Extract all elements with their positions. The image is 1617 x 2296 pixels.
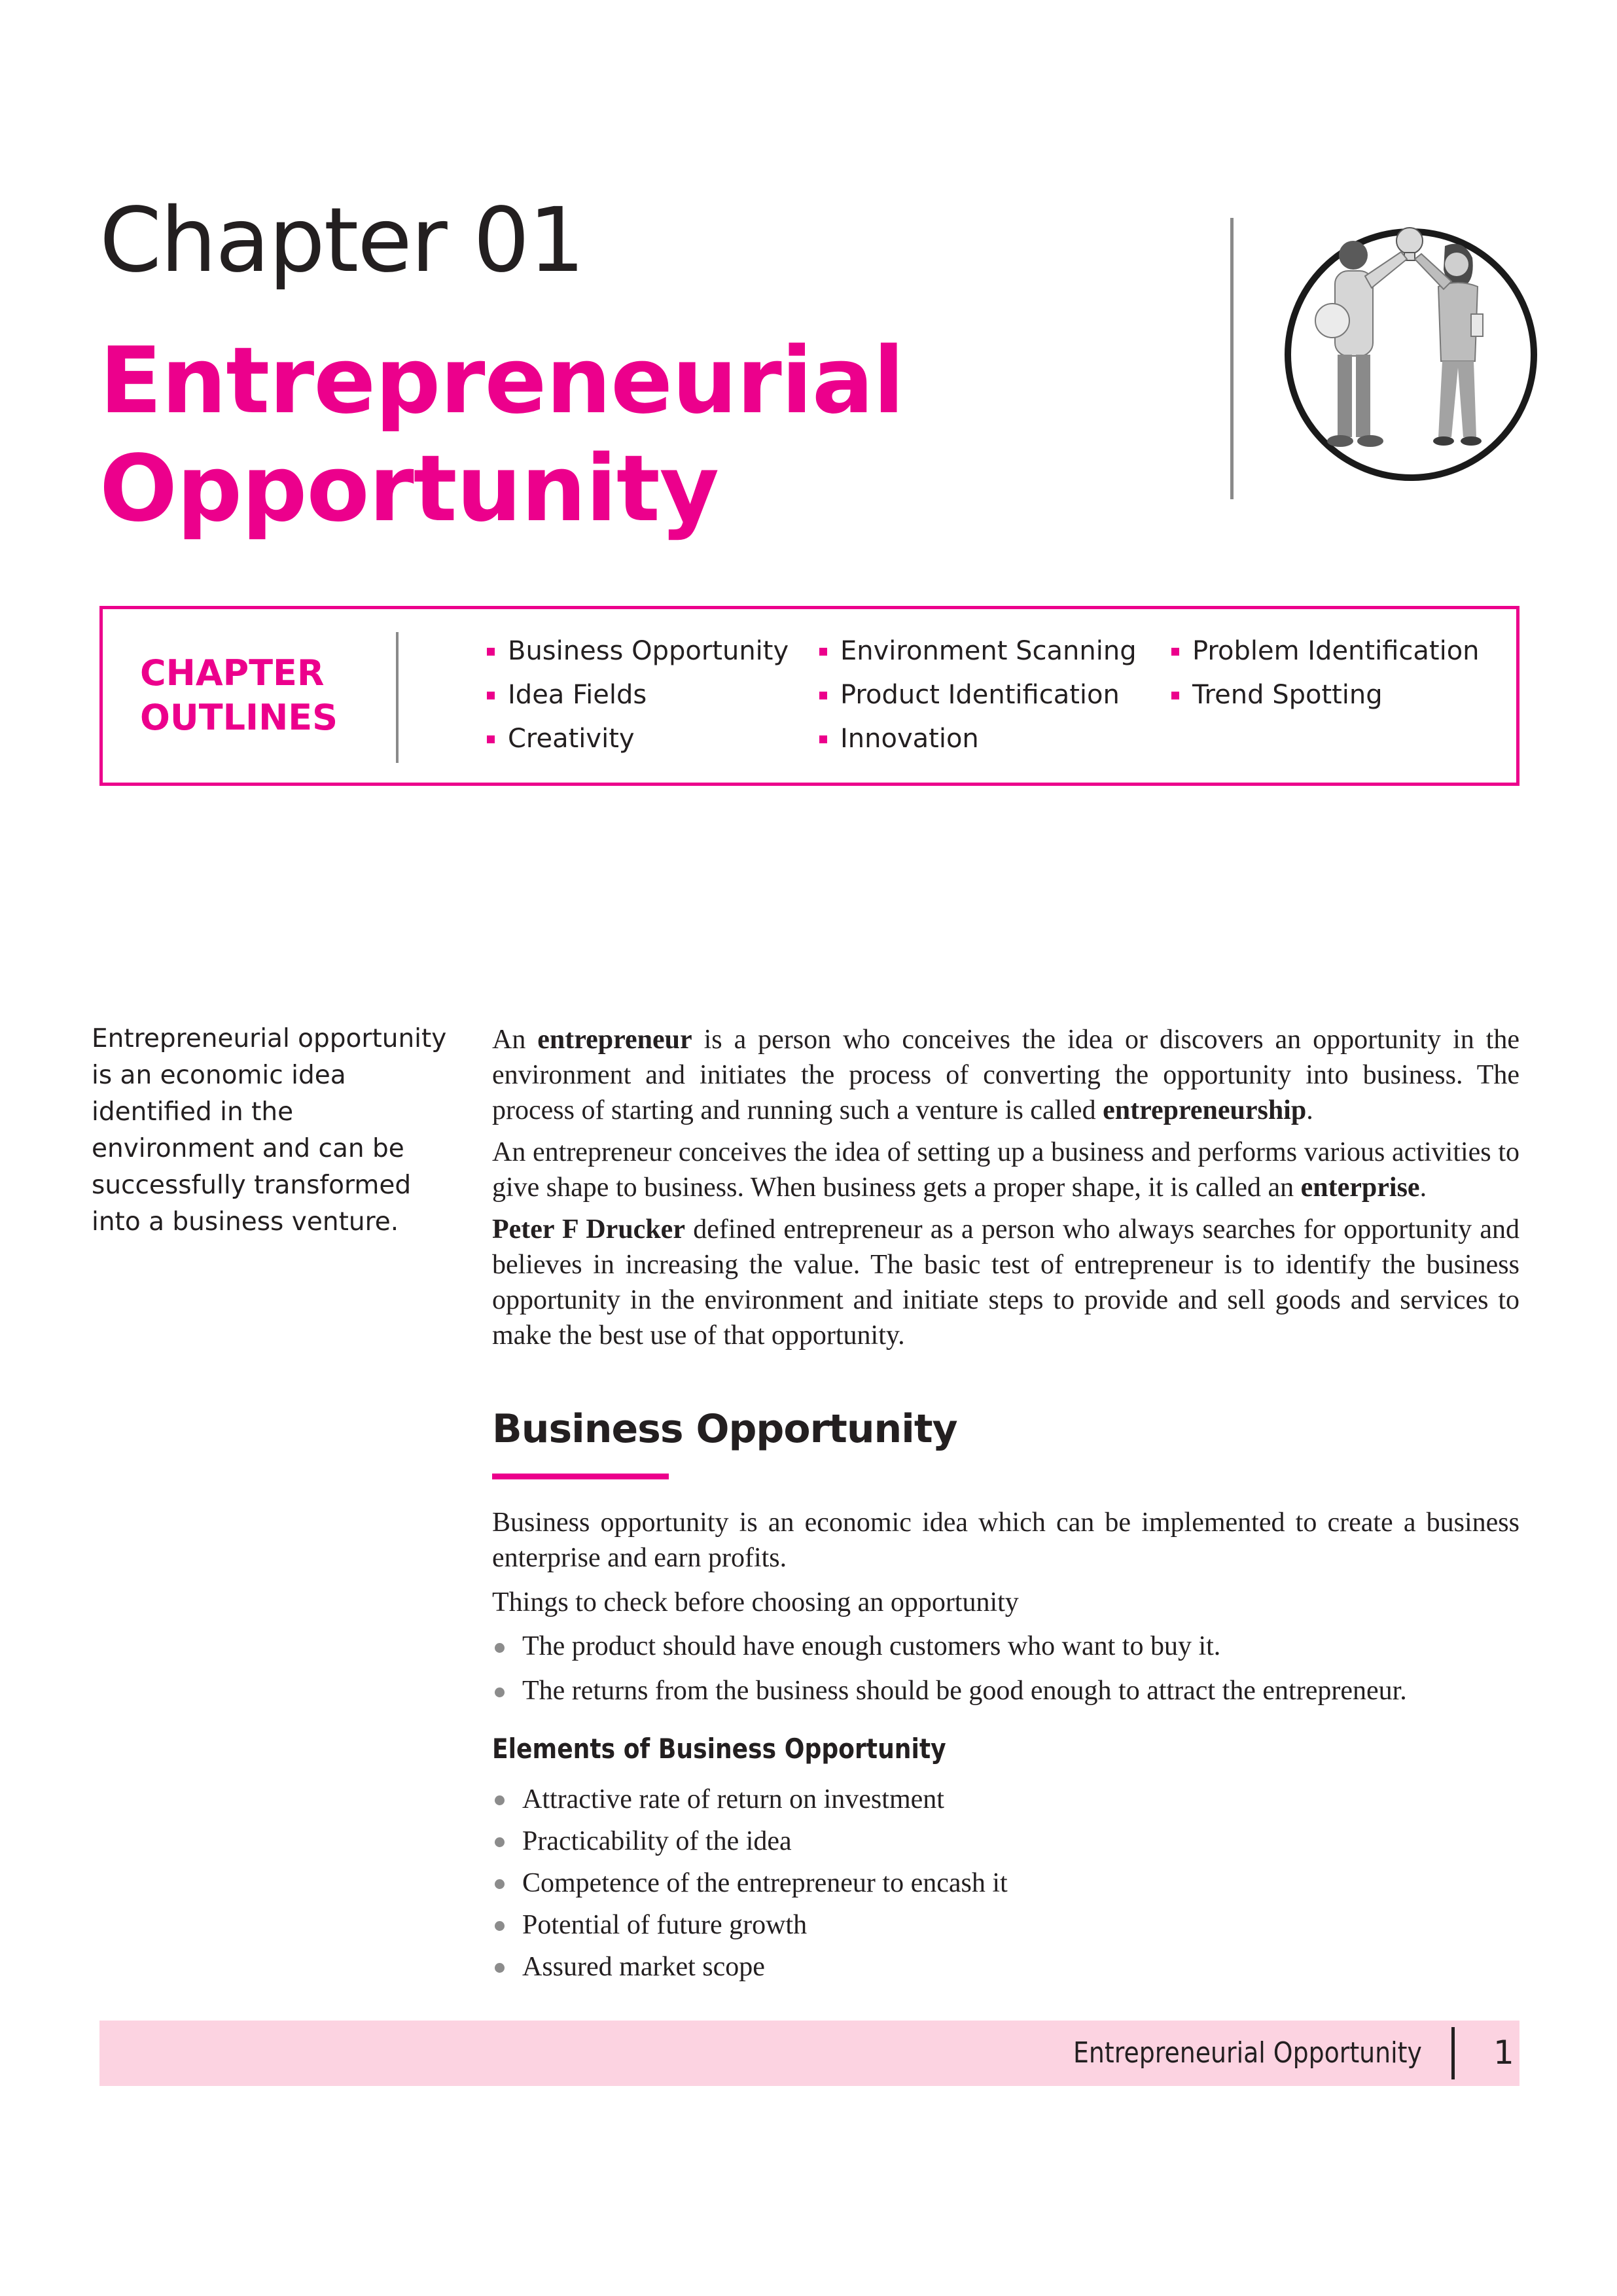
outline-item: Idea Fields	[487, 673, 789, 717]
outline-column-2	[819, 629, 1137, 761]
outline-item: Innovation	[819, 717, 1137, 761]
outline-divider	[396, 632, 399, 763]
circle-bullet-icon	[495, 1837, 505, 1847]
list-item: The product should have enough customers who want to buy it.	[492, 1624, 1519, 1669]
section-underline	[492, 1474, 669, 1479]
intro-paragraph-3: Peter F Drucker defined entrepreneur as a person who always searches for opportunity and believes in increasing the value. The basic test of entrepreneur is to identify the business opportunity in the environment and initiate steps to provide and sell goods and services to make the best use of that opportunity.	[492, 1214, 1519, 1351]
square-bullet-icon	[1171, 692, 1179, 699]
circle-bullet-icon	[495, 1921, 505, 1931]
outline-column-1	[487, 629, 789, 761]
square-bullet-icon	[487, 735, 495, 743]
chapter-title-line1: Entrepreneurial	[99, 328, 904, 434]
outline-heading-line2: OUTLINES	[140, 697, 338, 738]
intro-paragraph-1: An entrepreneur is a person who conceives the idea or discovers an opportunity in the environment and initiates the process of converting the opportunity into business. The process of starting and running such a venture is called entrepreneurship.	[492, 1025, 1519, 1125]
chapter-title	[99, 327, 904, 543]
outline-column-3	[1171, 629, 1480, 717]
elements-heading: Elements of Business Opportunity	[492, 1733, 946, 1765]
chapter-outline-heading	[140, 651, 338, 740]
business-opportunity-body	[492, 1505, 1519, 1713]
circle-bullet-icon	[495, 1879, 505, 1889]
square-bullet-icon	[487, 692, 495, 699]
elements-list	[492, 1778, 1519, 1988]
outline-item: Environment Scanning	[819, 629, 1137, 673]
checklist-intro: Things to check before choosing an opportunity	[492, 1587, 1019, 1617]
business-opportunity-definition: Business opportunity is an economic idea which can be implemented to create a business enterprise and earn profits.	[492, 1508, 1519, 1573]
chapter-label: Chapter 01	[99, 189, 584, 292]
side-note: Entrepreneurial opportunity is an economic idea identified in the environment and can be successfully transformed into a business venture.	[92, 1024, 447, 1237]
square-bullet-icon	[487, 648, 495, 656]
intro-section	[492, 1022, 1519, 1353]
term-entrepreneur: entrepreneur	[537, 1025, 692, 1055]
square-bullet-icon	[819, 692, 827, 699]
checklist	[492, 1624, 1519, 1713]
intro-paragraph-2: An entrepreneur conceives the idea of setting up a business and performs various activities to give shape to business. When business gets a proper shape, it is called an enterprise.	[492, 1137, 1519, 1203]
outline-item: Business Opportunity	[487, 629, 789, 673]
high-five-illustration	[1267, 216, 1555, 484]
list-item: Potential of future growth	[492, 1904, 1519, 1946]
term-enterprise: enterprise	[1300, 1173, 1420, 1203]
list-item: Attractive rate of return on investment	[492, 1778, 1519, 1820]
section-heading: Business Opportunity	[492, 1406, 957, 1452]
outline-item: Problem Identification	[1171, 629, 1480, 673]
list-item: Assured market scope	[492, 1946, 1519, 1988]
circle-bullet-icon	[495, 1963, 505, 1973]
list-item: The returns from the business should be good enough to attract the entrepreneur.	[492, 1669, 1519, 1713]
square-bullet-icon	[819, 735, 827, 743]
page-number: 1	[1493, 2034, 1514, 2072]
chapter-title-line2: Opportunity	[99, 436, 719, 542]
outline-item: Trend Spotting	[1171, 673, 1480, 717]
header-divider	[1230, 218, 1234, 499]
footer-title: Entrepreneurial Opportunity	[1073, 2036, 1422, 2070]
circle-bullet-icon	[495, 1643, 505, 1653]
term-entrepreneurship: entrepreneurship	[1103, 1095, 1307, 1125]
outline-item: Creativity	[487, 717, 789, 761]
square-bullet-icon	[819, 648, 827, 656]
footer-divider	[1451, 2027, 1455, 2079]
circle-bullet-icon	[495, 1687, 505, 1697]
outline-heading-line1: CHAPTER	[140, 652, 325, 694]
list-item: Competence of the entrepreneur to encash it	[492, 1862, 1519, 1904]
circle-bullet-icon	[495, 1795, 505, 1805]
square-bullet-icon	[1171, 648, 1179, 656]
author-name: Peter F Drucker	[492, 1214, 685, 1245]
list-item: Practicability of the idea	[492, 1820, 1519, 1862]
outline-item: Product Identification	[819, 673, 1137, 717]
